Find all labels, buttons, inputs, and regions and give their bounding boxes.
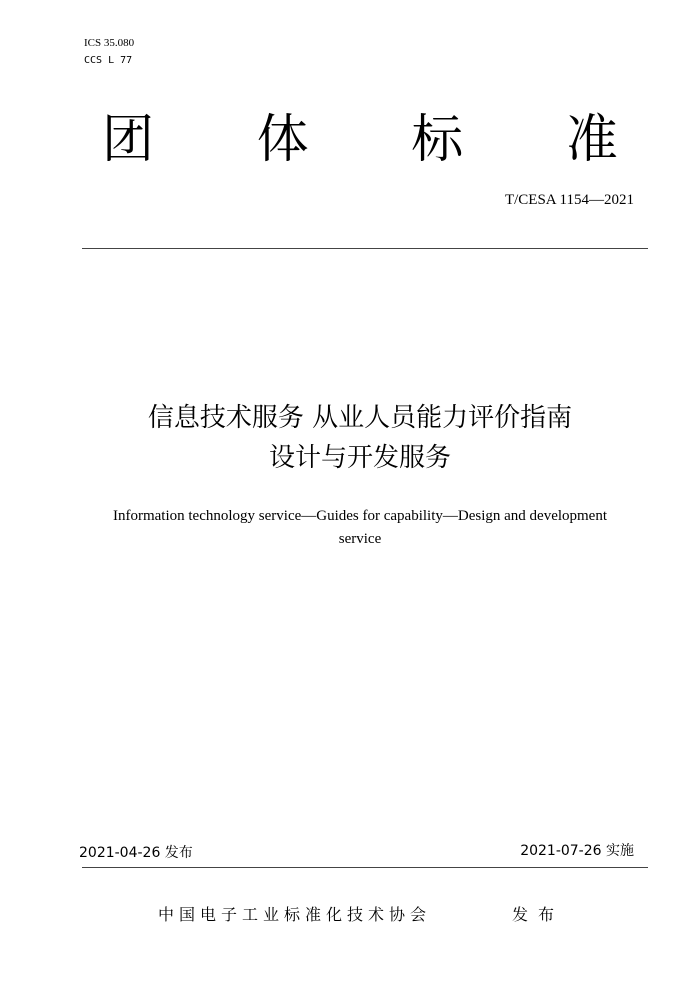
standard-type-char: 标 [411,110,464,170]
standard-type-char: 准 [565,110,618,170]
publisher-name: 中国电子工业标准化技术协会 [158,905,432,924]
ics-code: ICS 35.080 [84,37,135,49]
chinese-title-line-1: 信息技术服务 从业人员能力评价指南 [147,403,573,433]
standard-number: T/CESA 1154—2021 [504,192,634,208]
english-title [60,505,660,551]
top-divider [82,248,648,249]
chinese-title [60,398,660,478]
english-title-line-2: service [338,531,382,547]
publish-label: 发布 [512,905,565,924]
english-title-line-1: Information technology service—Guides for capability—Design and development [112,508,608,524]
ccs-code: CCS L 77 [84,55,133,66]
standard-type-heading [80,108,640,172]
bottom-divider [82,867,648,868]
implementation-date: 2021-07-26 实施 [520,843,634,859]
standard-type-char: 团 [101,110,154,170]
chinese-title-line-2: 设计与开发服务 [268,443,451,473]
standard-type-char: 体 [256,110,309,170]
issue-date: 2021-04-26 发布 [79,845,193,861]
